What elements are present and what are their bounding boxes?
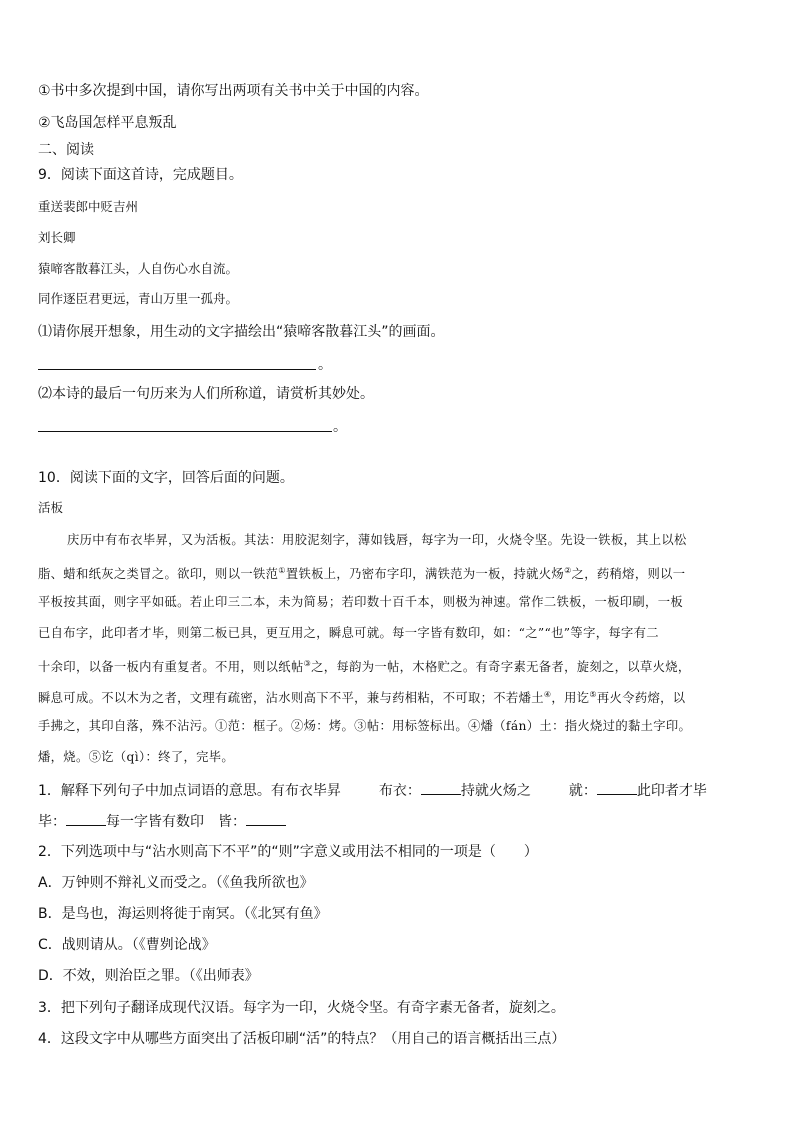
answer-line-9-2[interactable]: [38, 431, 332, 432]
question-1-label-buyi: 布衣：: [378, 783, 421, 799]
option-c[interactable]: C．战则请从。（《曹刿论战》: [38, 937, 216, 953]
question-9-title: 9．阅读下面这首诗，完成题目。: [38, 167, 243, 183]
passage-line-2b: 置铁板上，乃密布字印，满铁范为一板，持就火炀: [285, 567, 565, 582]
answer-blank-buyi[interactable]: [421, 780, 461, 795]
passage-line-2a: 脂、蜡和纸灰之类冒之。欲印，则以一铁范: [38, 567, 279, 582]
passage-line-8: 燔，烧。⑤讫（qì）：终了，完毕。: [38, 750, 235, 764]
question-9-sub-2: ⑵本诗的最后一句历来为人们所称道，请赏析其妙处。: [38, 386, 374, 402]
question-1-phrase-4: 每一字皆有数印: [106, 814, 204, 830]
footnote-mark-5: ⑤: [589, 690, 597, 699]
answer-line-9-1[interactable]: [38, 369, 316, 370]
question-1-prompt: 1．解释下列句子中加点词语的意思。有布衣毕昇: [38, 783, 341, 799]
question-1-label-bi: 毕：: [38, 814, 66, 830]
poem-title: 重送裴郎中贬吉州: [38, 199, 139, 214]
question-book-china: ①书中多次提到中国，请你写出两项有关书中关于中国的内容。: [38, 83, 429, 99]
question-1-label-jie: 皆：: [218, 814, 246, 830]
question-9-sub-1: ⑴请你展开想象，用生动的文字描绘出“猿啼客散暮江头”的画面。: [38, 324, 445, 340]
passage-title: 活板: [38, 500, 64, 515]
question-flying-island: ②飞岛国怎样平息叛乱: [38, 115, 177, 131]
passage-line-4: 已自布字，此印者才毕，则第二板已具，更互用之，瞬息可就。每一字皆有数印，如：“之”“也”等字，每字有二: [38, 626, 659, 640]
question-1-line: [38, 780, 707, 800]
footnote-mark-3: ③: [303, 659, 312, 668]
passage-line-7: 手拂之，其印自落，殊不沾污。①范：框子。②炀：烤。③帖：用标签标出。④燔（fán）土：指火烧过的黏土字印。: [38, 719, 692, 733]
passage-line-2: [38, 562, 685, 583]
answer-period-9-1: 。: [318, 357, 332, 373]
question-1-line-2: [38, 811, 286, 831]
passage-line-1: 庆历中有布衣毕昇，又为活板。其法：用胶泥刻字，薄如钱唇，每字为一印，火烧令坚。先设一铁板，其上以松: [67, 533, 687, 547]
footnote-mark-2: ②: [564, 566, 572, 575]
answer-period-9-2: 。: [333, 419, 347, 435]
option-d[interactable]: D．不效，则治臣之罪。（《出师表》: [38, 968, 259, 984]
answer-blank-jie[interactable]: [246, 811, 286, 826]
question-2: 2．下列选项中与“沾水则高下不平”的“则”字意义或用法不相同的一项是（ ）: [38, 844, 538, 860]
passage-line-6a: 瞬息可成。不以木为之者，文理有疏密，沾水则高下不平，兼与药相粘，不可取；不若燔土: [38, 691, 544, 706]
passage-line-5a: 十余印，以备一板内有重复者。不用，则以纸帖: [38, 660, 304, 675]
passage-line-6: [38, 686, 685, 707]
passage-line-5b: 之，每韵为一帖，木格贮之。有奇字素无备者，旋刻之，以草火烧，: [311, 660, 691, 675]
section-heading-reading: 二、阅读: [38, 142, 94, 158]
question-1-label-jiu: 就：: [568, 783, 597, 799]
passage-line-6c: 再火令药熔，以: [596, 691, 686, 706]
answer-blank-jiu[interactable]: [597, 780, 637, 795]
option-b[interactable]: B．是鸟也，海运则将徙于南冥。（《北冥有鱼》: [38, 906, 328, 922]
poem-line-1: 猿啼客散暮江头，人自伤心水自流。: [38, 261, 239, 276]
answer-blank-bi[interactable]: [66, 811, 106, 826]
question-1-phrase-2: 持就火炀之: [460, 783, 531, 799]
passage-line-6b: ，用讫: [551, 691, 590, 706]
question-4: 4．这段文字中从哪些方面突出了活板印刷“活”的特点？（用自己的语言概括出三点）: [38, 1031, 566, 1047]
question-10-title: 10．阅读下面的文字，回答后面的问题。: [38, 470, 294, 486]
poem-line-2: 同作逐臣君更远，青山万里一孤舟。: [38, 291, 239, 306]
poem-author: 刘长卿: [38, 230, 76, 245]
question-3: 3．把下列句子翻译成现代汉语。每字为一印，火烧令坚。有奇字素无备者，旋刻之。: [38, 1000, 565, 1016]
passage-line-3: 平板按其面，则字平如砥。若止印三二本，未为简易；若印数十百千本，则极为神速。常作二铁板，一板印刷，一板: [38, 595, 683, 609]
option-a[interactable]: A．万钟则不辩礼义而受之。（《鱼我所欲也》: [38, 875, 314, 891]
footnote-mark-4: ④: [543, 690, 552, 699]
question-1-phrase-3: 此印者才毕: [636, 783, 707, 799]
footnote-mark-1: ①: [278, 566, 286, 575]
passage-line-2c: 之，药稍熔，则以一: [571, 567, 686, 582]
passage-line-5: [38, 655, 691, 676]
